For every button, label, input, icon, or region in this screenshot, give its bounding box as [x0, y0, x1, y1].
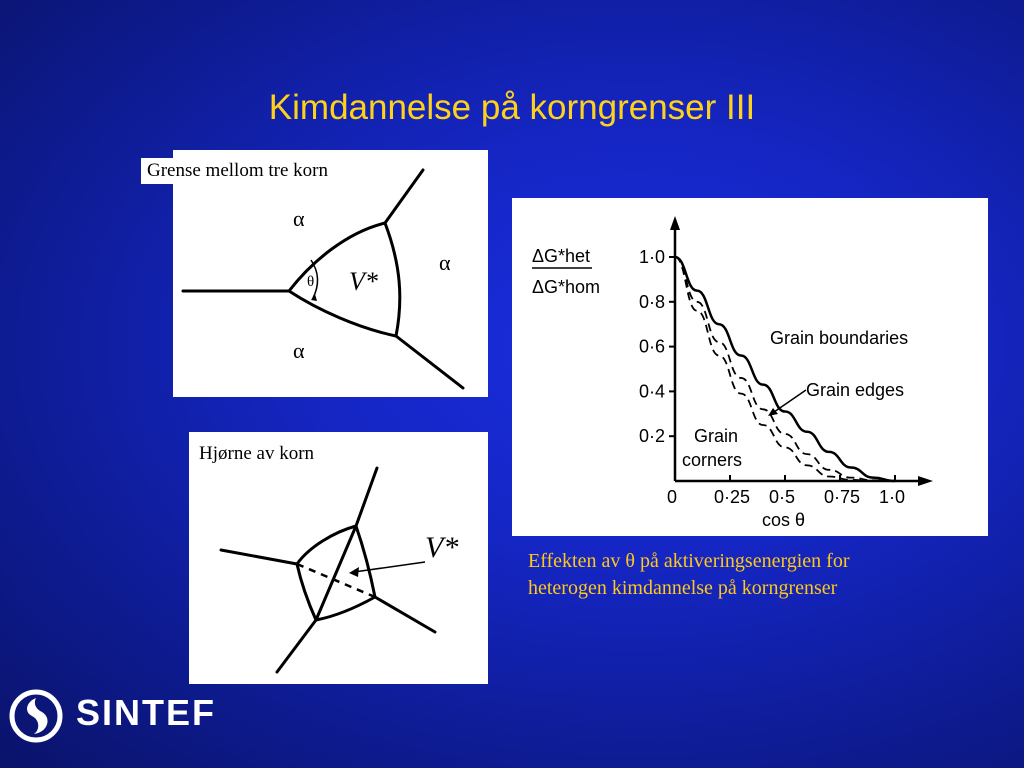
- phase-label-right: α: [439, 250, 451, 275]
- grain-corner-label: Hjørne av korn: [193, 441, 320, 467]
- x-tick-label: 0·25: [714, 487, 751, 507]
- triple-junction-label: Grense mellom tre korn: [141, 158, 334, 184]
- caption-line-2: heterogen kimdannelse på korngrenser: [528, 577, 838, 599]
- series-line-grain-corners: [675, 257, 895, 481]
- y-tick-label: 0·6: [639, 336, 666, 357]
- x-tick-label: 0·5: [769, 487, 796, 507]
- series-label-grain-corners: corners: [682, 450, 743, 470]
- sintef-logo-icon: [8, 688, 64, 744]
- y-tick-label: 0·2: [639, 426, 666, 447]
- sintef-wordmark: SINTEF: [76, 692, 217, 733]
- x-axis-arrow: [918, 476, 933, 486]
- x-tick-label: 1·0: [879, 487, 906, 507]
- phase-label-top: α: [293, 206, 305, 231]
- y-axis-arrow: [670, 216, 680, 230]
- slide-title: Kimdannelse på korngrenser III: [268, 88, 756, 127]
- grain-edges-pointer: [774, 390, 806, 412]
- series-line-grain-boundaries: [675, 257, 895, 481]
- chart-panel: [512, 198, 988, 536]
- grain-corner-figure: [189, 432, 488, 684]
- y-tick-label: 1·0: [639, 247, 666, 267]
- x-axis-label: cos θ: [762, 510, 806, 530]
- series-label-grain-corners: Grain: [694, 426, 739, 446]
- series-label-grain-boundaries: Grain boundaries: [770, 328, 909, 348]
- x-tick-label: 0: [667, 487, 678, 507]
- series-line-grain-edges: [675, 257, 895, 481]
- x-tick-label: 0·75: [824, 487, 861, 507]
- theta-label: θ: [307, 274, 315, 290]
- y-label-numerator: ΔG*het: [532, 246, 591, 266]
- energy-ratio-chart: [512, 198, 988, 536]
- figure-caption: [528, 548, 968, 602]
- y-label-denominator: ΔG*hom: [532, 277, 601, 297]
- series-label-grain-edges: Grain edges: [806, 380, 905, 400]
- caption-line-1: Effekten av θ på aktiveringsenergien for: [528, 550, 850, 572]
- sintef-logo: [8, 688, 248, 744]
- y-tick-label: 0·4: [639, 381, 666, 402]
- triple-junction-figure: [173, 150, 488, 397]
- phase-label-bottom: α: [293, 338, 305, 363]
- grain-edges-pointer-arrow: [768, 408, 778, 416]
- corner-volume-label: V*: [425, 531, 459, 564]
- volume-label: V*: [349, 267, 378, 296]
- y-tick-label: 0·8: [639, 291, 666, 312]
